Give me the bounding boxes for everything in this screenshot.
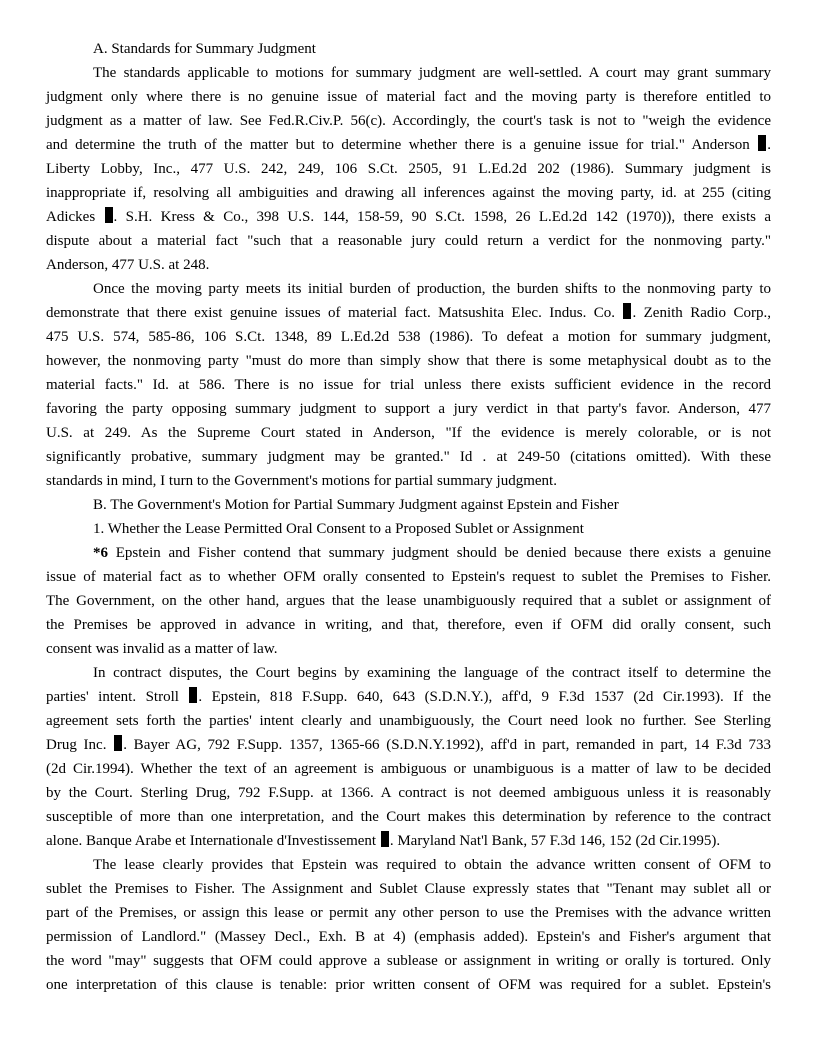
star-page-marker: *6 (93, 545, 108, 561)
paragraph-line: judgment only where there is no genuine issue of material fact and the moving party is therefore entitled to (46, 89, 771, 105)
paragraph-line: consent was invalid as a matter of law. (46, 641, 278, 657)
redaction-mark (114, 735, 122, 751)
subsection-heading-1: 1. Whether the Lease Permitted Oral Consent to a Proposed Sublet or Assignment (93, 521, 584, 537)
redaction-mark (105, 207, 113, 223)
paragraph-line: Anderson, 477 U.S. at 248. (46, 257, 210, 273)
paragraph-line: agreement sets forth the parties' intent clearly and unambiguously, the Court need look no further. See Sterling (46, 713, 771, 729)
paragraph-line: Liberty Lobby, Inc., 477 U.S. 242, 249, 106 S.Ct. 2505, 91 L.Ed.2d 202 (1986). Summary judgment is (46, 161, 771, 177)
redaction-mark (381, 831, 389, 847)
paragraph-line: issue of material fact as to whether OFM orally consented to Epstein's request to sublet the Premises to Fisher. (46, 569, 771, 585)
paragraph-line: *6 Epstein and Fisher contend that summary judgment should be denied because there exists a genuine (93, 545, 771, 561)
paragraph-line: permission of Landlord." (Massey Decl., Exh. B at 4) (emphasis added). Epstein's and Fisher's argument that (46, 929, 771, 945)
paragraph-line: The lease clearly provides that Epstein was required to obtain the advance written consent of OFM to (93, 857, 771, 873)
paragraph-line: favoring the party opposing summary judgment to support a jury verdict in that party's favor. Anderson, 477 (46, 401, 771, 417)
paragraph-line: dispute about a material fact "such that a reasonable jury could return a verdict for the nonmoving party." (46, 233, 771, 249)
paragraph-line: however, the nonmoving party "must do more than simply show that there is some metaphysical doubt as to the (46, 353, 771, 369)
paragraph-line: In contract disputes, the Court begins by examining the language of the contract itself to determine the (93, 665, 771, 681)
redaction-mark (189, 687, 197, 703)
paragraph-line: the word "may" suggests that OFM could approve a sublease or assignment in writing or orally is tortured. Only (46, 953, 771, 969)
redaction-mark (758, 135, 766, 151)
paragraph-line: Once the moving party meets its initial burden of production, the burden shifts to the nonmoving party to (93, 281, 771, 297)
section-heading-a: A. Standards for Summary Judgment (93, 41, 316, 57)
paragraph-line: susceptible of more than one interpretation, and the Court makes this determination by reference to the contract (46, 809, 771, 825)
paragraph-line: demonstrate that there exist genuine issues of material fact. Matsushita Elec. Indus. Co. . Zenith Radio Corp., (46, 305, 771, 321)
paragraph-line: Drug Inc. . Bayer AG, 792 F.Supp. 1357, 1365-66 (S.D.N.Y.1992), aff'd in part, remanded in part, 14 F.3d 733 (46, 737, 771, 753)
paragraph-line: sublet the Premises to Fisher. The Assignment and Sublet Clause expressly states that "Tenant may sublet all or (46, 881, 771, 897)
paragraph-line: U.S. at 249. As the Supreme Court stated in Anderson, "If the evidence is merely colorable, or is not (46, 425, 771, 441)
redaction-mark (623, 303, 631, 319)
paragraph-line: by the Court. Sterling Drug, 792 F.Supp. at 1366. A contract is not deemed ambiguous unless it is reasonably (46, 785, 771, 801)
paragraph-line: Adickes . S.H. Kress & Co., 398 U.S. 144, 158-59, 90 S.Ct. 1598, 26 L.Ed.2d 142 (1970)), there exists a (46, 209, 771, 225)
paragraph-line: one interpretation of this clause is tenable: prior written consent of OFM was required for a sublet. Epstein's (46, 977, 771, 993)
paragraph-line: 475 U.S. 574, 585-86, 106 S.Ct. 1348, 89 L.Ed.2d 538 (1986). To defeat a motion for summary judgment, (46, 329, 771, 345)
opinion-page (46, 37, 771, 997)
paragraph-line: parties' intent. Stroll . Epstein, 818 F.Supp. 640, 643 (S.D.N.Y.), aff'd, 9 F.3d 1537 (2d Cir.1993). If the (46, 689, 771, 705)
paragraph-line: The Government, on the other hand, argues that the lease unambiguously required that a sublet or assignment of (46, 593, 771, 609)
paragraph-line: alone. Banque Arabe et Internationale d'Investissement . Maryland Nat'l Bank, 57 F.3d 146, 152 (2d Cir.1995). (46, 833, 721, 849)
section-heading-b: B. The Government's Motion for Partial Summary Judgment against Epstein and Fisher (93, 497, 619, 513)
paragraph-line: and determine the truth of the matter but to determine whether there is a genuine issue for trial." Anderson . (46, 137, 771, 153)
paragraph-line: standards in mind, I turn to the Government's motions for partial summary judgment. (46, 473, 557, 489)
paragraph-line: The standards applicable to motions for summary judgment are well-settled. A court may grant summary (93, 65, 771, 81)
paragraph-line: the Premises be approved in advance in writing, and that, therefore, even if OFM did orally consent, such (46, 617, 771, 633)
paragraph-line: part of the Premises, or assign this lease or permit any other person to use the Premises with the advance written (46, 905, 771, 921)
paragraph-line: significantly probative, summary judgment may be granted." Id . at 249-50 (citations omitted). With these (46, 449, 771, 465)
paragraph-line: judgment as a matter of law. See Fed.R.Civ.P. 56(c). Accordingly, the court's task is not to "weigh the evidence (46, 113, 771, 129)
paragraph-line: material facts." Id. at 586. There is no issue for trial unless there exists sufficient evidence in the record (46, 377, 771, 393)
paragraph-line: inappropriate if, resolving all ambiguities and drawing all inferences against the moving party, id. at 255 (citing (46, 185, 771, 201)
paragraph-line: (2d Cir.1994). Whether the text of an agreement is ambiguous or unambiguous is a matter of law to be decided (46, 761, 771, 777)
